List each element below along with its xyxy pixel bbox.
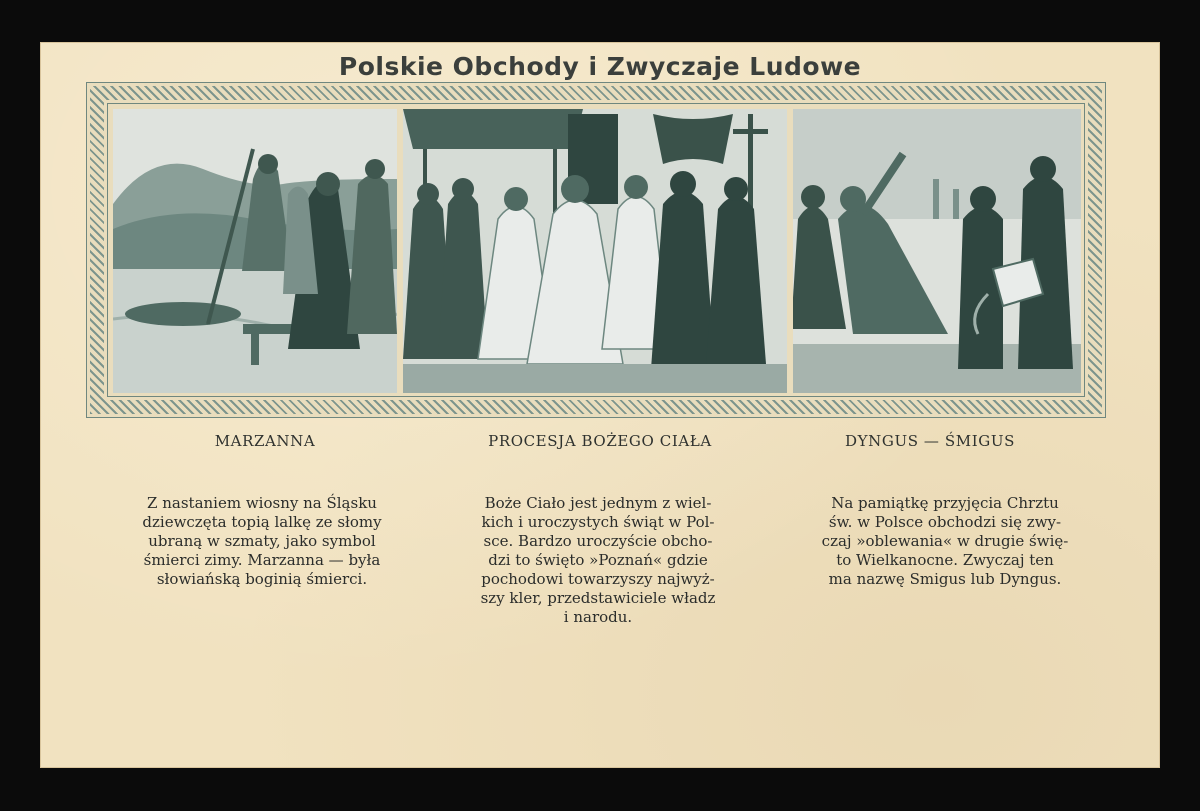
caption-marzanna: MARZANNA <box>214 432 316 450</box>
text-line: Boże Ciało jest jednym z wiel- <box>484 494 712 512</box>
illustration-marzanna <box>113 109 397 393</box>
text-line: słowiańską boginią śmierci. <box>156 570 368 588</box>
text-line: dzi to święto »Poznań« gdzie <box>488 551 708 569</box>
postcard <box>40 42 1160 768</box>
text-line: to Wielkanocne. Zwyczaj ten <box>836 551 1054 569</box>
text-line: Z nastaniem wiosny na Śląsku <box>147 494 377 512</box>
caption-dyngus: DYNGUS — ŚMIGUS <box>845 432 1015 450</box>
description-dyngus <box>790 494 1100 589</box>
illustration-dyngus <box>793 109 1081 393</box>
text-line: szy kler, przedstawiciele władz <box>480 589 716 607</box>
postcard-title: Polskie Obchody i Zwyczaje Ludowe <box>338 52 862 81</box>
text-line: kich i uroczystych świąt w Pol- <box>481 513 715 531</box>
text-line: pochodowi towarzyszy najwyż- <box>481 570 715 588</box>
text-line: czaj »oblewania« w drugie świę- <box>821 532 1069 550</box>
description-marzanna <box>102 494 422 589</box>
text-line: ma nazwę Smigus lub Dyngus. <box>828 570 1062 588</box>
text-line: śmierci zimy. Marzanna — była <box>143 551 381 569</box>
text-line: i narodu. <box>563 608 633 626</box>
illustration-frame <box>86 82 1106 418</box>
caption-procesja: PROCESJA BOŻEGO CIAŁA <box>488 432 712 450</box>
illustration-procesja <box>403 109 787 393</box>
description-procesja <box>448 494 748 627</box>
text-line: sce. Bardzo uroczyście obcho- <box>483 532 713 550</box>
text-line: Na pamiątkę przyjęcia Chrztu <box>831 494 1059 512</box>
text-line: ubraną w szmaty, jako symbol <box>148 532 376 550</box>
text-line: dziewczęta topią lalkę ze słomy <box>142 513 382 531</box>
text-line: św. w Polsce obchodzi się zwy- <box>828 513 1062 531</box>
